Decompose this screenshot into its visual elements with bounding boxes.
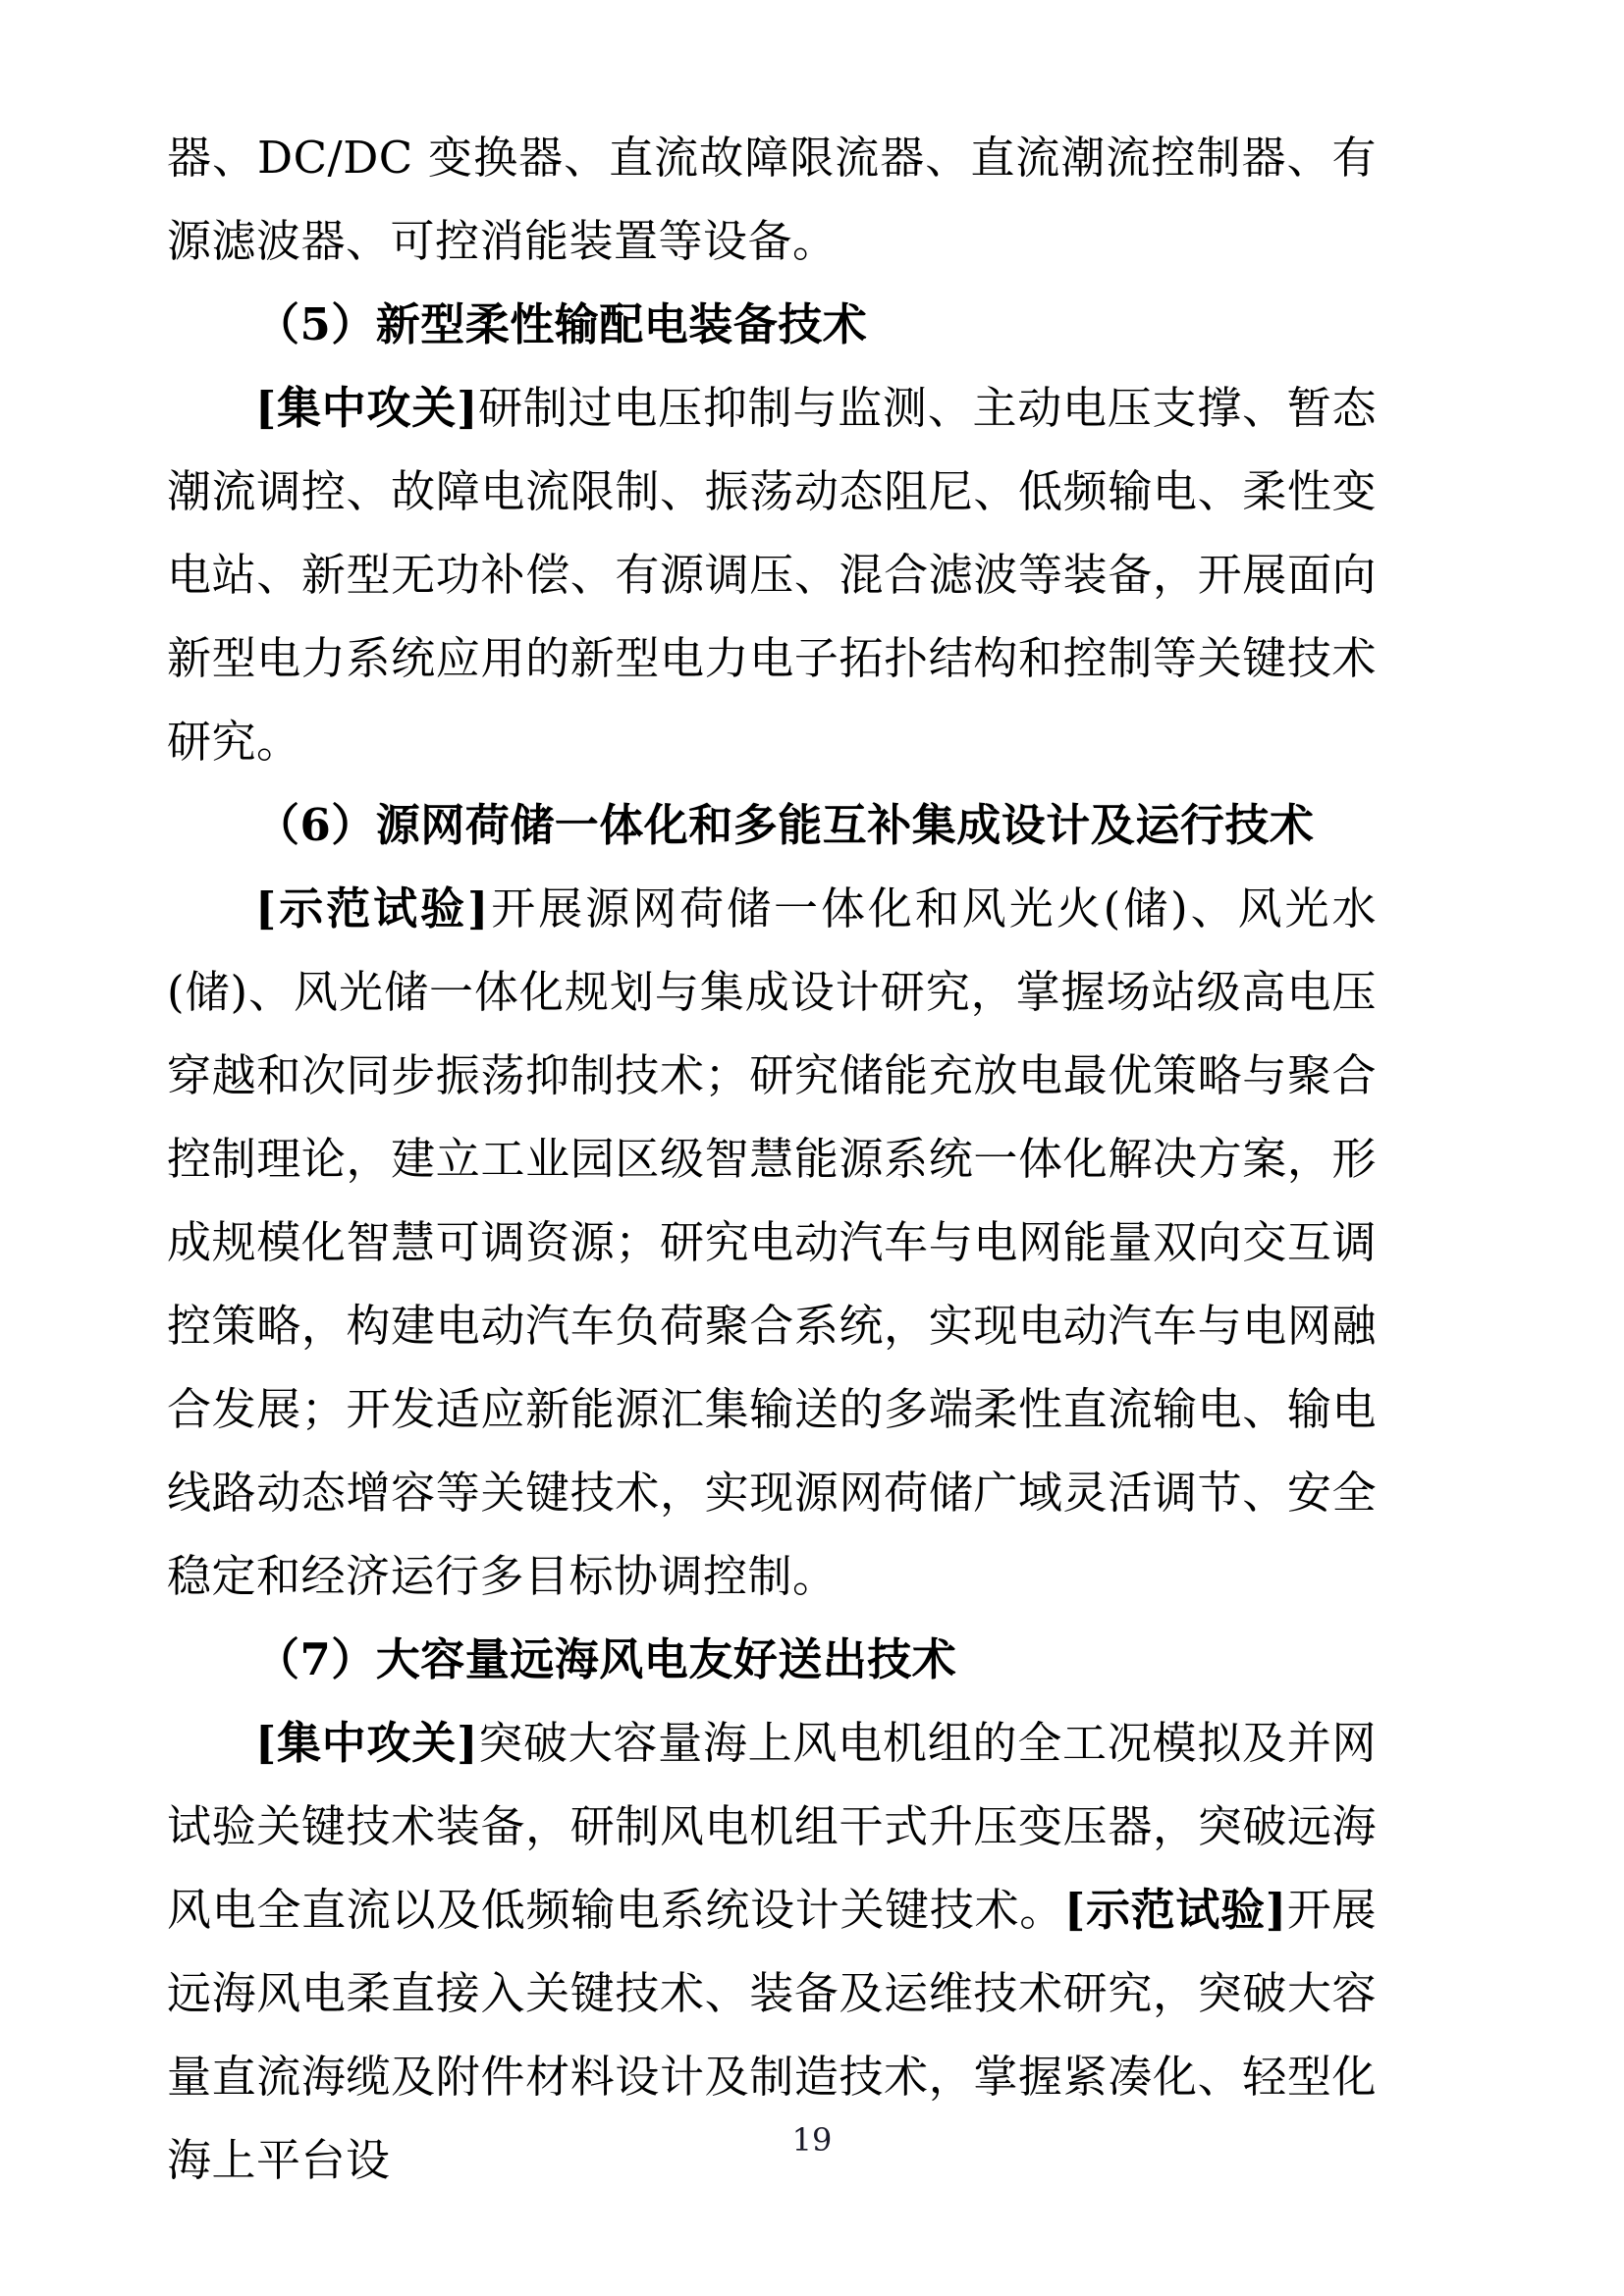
paragraph-item-5-body: 研制过电压抑制与监测、主动电压支撑、暂态潮流调控、故障电流限制、振荡动态阻尼、低频输电、柔性变电站、新型无功补偿、有源调压、混合滤波等装备，开展面向新型电力系统应用的新型电力电子拓扑结构和控制等关键技术研究。 [167,382,1377,768]
paragraph-item-6-body: 开展源网荷储一体化和风光火(储)、风光水(储)、风光储一体化规划与集成设计研究，掌握场站级高电压穿越和次同步振荡抑制技术；研究储能充放电最优策略与聚合控制理论，建立工业园区级智慧能源系统一体化解决方案，形成规模化智慧可调资源；研究电动汽车与电网能量双向交互调控策略，构建电动汽车负荷聚合系统，实现电动汽车与电网融合发展；开发适应新能源汇集输送的多端柔性直流输电、输电线路动态增容等关键技术，实现源网荷储广域灵活调节、安全稳定和经济运行多目标协调控制。 [167,882,1377,1602]
paragraph-item-7-body-a: 突破大容量海上风电机组的全工况模拟及并网试验关键技术装备，研制风电机组干式升压变压器，突破远海风电全直流以及低频输电系统设计关键技术。 [167,1717,1377,1936]
label-focused-research-7: [集中攻关] [255,1717,478,1769]
label-demonstration-trial-7: [示范试验] [1063,1884,1287,1936]
heading-item-7: （7）大容量远海风电友好送出技术 [255,1633,957,1685]
heading-item-6: （6）源网荷储一体化和多能互补集成设计及运行技术 [255,799,1315,851]
heading-item-5: （5）新型柔性输配电装备技术 [255,298,868,350]
label-demonstration-trial-6: [示范试验] [255,882,489,934]
paragraph-continued-from-previous-page: 器、DC/DC 变换器、直流故障限流器、直流潮流控制器、有源滤波器、可控消能装置等设备。 [167,132,1377,267]
paragraph-item-7-body-b: 开展远海风电柔直接入关键技术、装备及运维技术研究，突破大容量直流海缆及附件材料设计及制造技术，掌握紧凑化、轻型化海上平台设 [167,1884,1377,2186]
paragraph-item-6 [167,867,1377,1618]
paragraph-item-5 [167,366,1377,783]
page-number: 19 [791,2121,833,2159]
label-focused-research-5: [集中攻关] [255,382,478,434]
page-content [167,116,1377,2202]
